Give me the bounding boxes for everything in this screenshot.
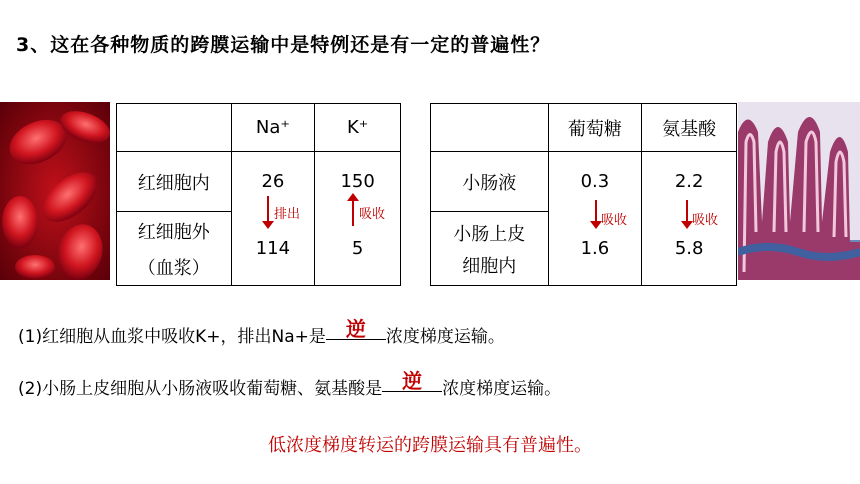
table2-row2-amino: 5.8 <box>642 212 737 286</box>
table1-row2-na: 114 <box>231 212 315 286</box>
table2-row2-label-line2: 细胞内 <box>462 255 517 277</box>
k-in-arrow <box>352 200 354 226</box>
question-2-answer: 逆 <box>382 371 442 392</box>
table1-row1-na: 26 <box>231 152 315 212</box>
table2-row1-glucose: 0.3 <box>548 152 642 212</box>
question-2-suffix: 浓度梯度运输。 <box>442 379 562 399</box>
question-1-suffix: 浓度梯度运输。 <box>385 327 505 347</box>
table1-row2-label <box>117 212 232 286</box>
amino-in-arrow <box>686 200 688 222</box>
intestinal-villi-image <box>738 102 860 280</box>
table2-row2-label <box>431 212 549 286</box>
red-blood-cell-image <box>0 102 110 280</box>
question-1-prefix: (1)红细胞从血浆中吸收K+，排出Na+是 <box>18 327 326 347</box>
question-1 <box>18 317 505 347</box>
table1-row2-label-line2: （血浆） <box>137 257 210 279</box>
table1-row2-k: 5 <box>315 212 401 286</box>
table1-header-k: K⁺ <box>315 104 401 152</box>
table2-row2-glucose: 1.6 <box>548 212 642 286</box>
table2-header-glucose: 葡萄糖 <box>548 104 642 152</box>
page-title: 3、这在各种物质的跨膜运输中是特例还是有一定的普遍性？ <box>16 34 551 56</box>
na-out-arrow <box>267 196 269 222</box>
question-2 <box>18 369 562 399</box>
conclusion: 低浓度梯度转运的跨膜运输具有普遍性。 <box>268 435 592 456</box>
table2-row2-label-line1: 小肠上皮 <box>453 223 526 245</box>
table2-header-amino: 氨基酸 <box>642 104 737 152</box>
na-out-note: 排出 <box>274 207 301 222</box>
amino-in-note: 吸收 <box>692 213 719 228</box>
question-2-prefix: (2)小肠上皮细胞从小肠液吸收葡萄糖、氨基酸是 <box>18 379 383 399</box>
table2-corner <box>431 104 549 152</box>
glucose-in-note: 吸收 <box>601 213 628 228</box>
table1-row1-label: 红细胞内 <box>117 152 232 212</box>
table2-row1-label: 小肠液 <box>431 152 549 212</box>
table1-corner <box>117 104 232 152</box>
intestine-nutrient-table <box>430 103 737 286</box>
table1-header-na: Na⁺ <box>231 104 315 152</box>
k-in-note: 吸收 <box>359 207 386 222</box>
glucose-in-arrow <box>595 200 597 222</box>
question-1-answer: 逆 <box>326 319 386 340</box>
table1-row1-k: 150 <box>315 152 401 212</box>
table2-row1-amino: 2.2 <box>642 152 737 212</box>
table1-row2-label-line1: 红细胞外 <box>137 221 210 243</box>
